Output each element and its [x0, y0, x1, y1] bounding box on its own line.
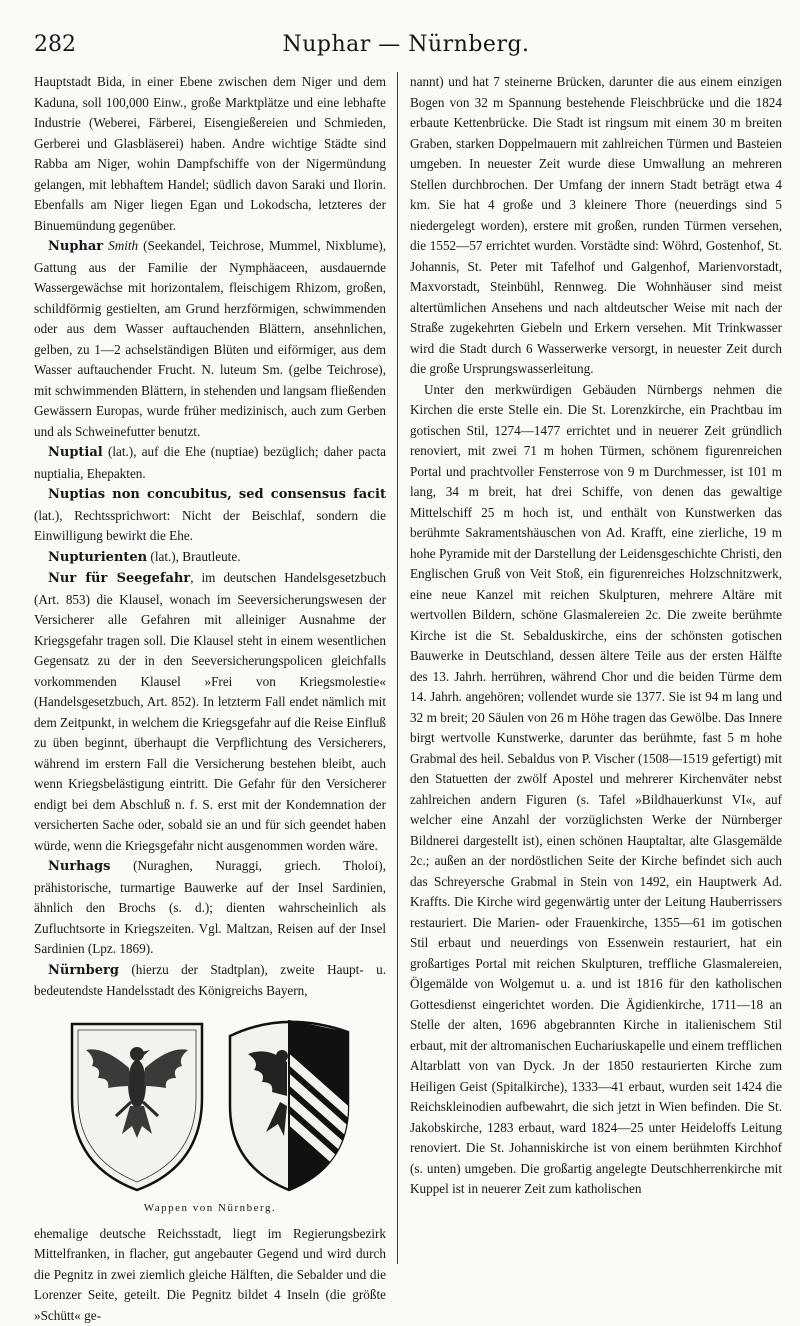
- entry-nuptial: [34, 442, 386, 484]
- paragraph-nuernberg-churches: Unter den merkwürdigen Gebäuden Nürnbergs nehmen die Kirchen die erste Stelle ein. Die St. Lorenzkirche, ein Prachtbau im gotischen Stil, 1274—1477 errichtet und in neuerer Zeit gründlich renoviert, mit zwei 71 m hohen Türmen, schönem figurenreichen Portal und prachtvoller Fensterrose von 9 m Durchmesser, ist 101 m lang, 34 m breit, hat drei Schiffe, von denen das gewaltige Mittelschiff 25 m hoch ist, und enthält von Kunstwerken das berühmte Sakramentshäuschen von Ad. Krafft, eine zierliche, 19 m hohe Pyramide mit der Darstellung der Leidensgeschichte Christi, den Englischen Gruß von Veit Stoß, ein figurenreiches Holzschnitzwerk, eine neue Kanzel mit reichen Skulpturen, mehrere Altäre mit wertvollen Bildern, schöne Glasmalereien 2c. Die zweite berühmte Kirche ist die St. Sebalduskirche, eins der schönsten gotischen Bauwerke in Deutschland, dessen ältere Teile aus der ersten Hälfte des 13. Jahrh. herrühren, während Chor und die beiden Türme dem 14. Jahrh. angehören; vollendet wurde sie 1377. Sie ist 94 m lang und 32 m breit; 20 Säulen von 26 m Höhe tragen das Gewölbe. Das Innere birgt wertvolle Kunstwerke, darunter das berühmte, fast 5 m hohe Grabmal des heil. Sebaldus von P. Vischer (1508—1519 gefertigt) mit den Statuetten der zwölf Apostel und mehrerer Kirchenväter nebst zahlreichen andern Figuren (s. Tafel »Bildhauerkunst VI«, auf welcher eine Anzahl der vorzüglichsten Werke der Nürnberger Bildnerei dargestellt ist), einen schönen Hauptaltar, alte Glasgemälde 2c.; außen an der nordöstlichen Seite der Kirche befindet sich auch das Schreyersche Grabmal in Stein von 1492, ein Hauptwerk Ad. Kraffts. Die Kirche wird gegenwärtig unter der Leitung Hauberrissers restauriert. Die Marien- oder Frauenkirche, 1355—61 im gotischen Stil erbaut und neuerdings von Essenwein restauriert, hat ein großartiges Portal mit reichen Skulpturen, treffliche Glasmalereien, Ölgemälde von Wolgemut u. a. und ist 1816 für den katholischen Gottesdienst eingerichtet worden. Die Ägidienkirche, 1711—18 an Stelle der alten, 1696 abgebrannten Kirche in italienischem Stil erbaut, mit der altromanischen Euchariuskapelle und einem trefflichen Altarblatt von van Dyck. Jn der 1850 restaurierten Kirche zum Heiligen Geist (Spitalkirche), 1333—41 erbaut, wurden seit 1424 die Reichskleinodien aufbewahrt, die sich jetzt in Wien befinden. Die St. Jakobskirche, 1283 erbaut, ward 1824—25 unter Heideloffs Leitung renoviert. Die St. Johanniskirche ist von einem berühmten Kirchhof (s. unten) umgeben. Die großartig angelegte Deutschherrenkirche mit Kuppel ist in neuerer Zeit zum katholischen: [410, 380, 782, 1200]
- running-head: Nuphar — Nürnberg.: [34, 28, 778, 62]
- column-divider: [397, 72, 398, 1264]
- right-column: [410, 72, 782, 1267]
- entry-nuptias-text: (lat.), Rechtssprichwort: Nicht der Beischlaf, sondern die Einwilligung bewirkt die Ehe.: [34, 508, 386, 544]
- headword-nuphar: Nuphar: [48, 239, 103, 254]
- headword-nurhags: Nurhags: [48, 859, 110, 874]
- page-header: [34, 28, 778, 62]
- entry-nupturienten: [34, 547, 386, 569]
- entry-nuptial-text: (lat.), auf die Ehe (nuptiae) bezüglich; daher pacta nuptialia, Ehepakten.: [34, 444, 386, 481]
- left-column: [34, 72, 386, 1267]
- entry-nuptias: [34, 484, 386, 547]
- headword-nuptial: Nuptial: [48, 445, 103, 460]
- coat-of-arms-figure: [34, 1006, 386, 1222]
- headword-nuptias: Nuptias non concubitus, sed consensus facit: [48, 487, 386, 502]
- figure-caption: Wappen von Nürnberg.: [34, 1198, 386, 1219]
- entry-nuernberg: [34, 960, 386, 1002]
- paragraph-nuernberg-continuation: ehemalige deutsche Reichsstadt, liegt im Regierungsbezirk Mittelfranken, in flacher, gut angebauter Gegend und wird durch die Pegnitz in zwei ziemlich gleiche Hälften, die Sebalder und die Lorenzer Seite, geteilt. Die Pegnitz bildet 4 Inseln (die größte »Schütt« ge-: [34, 1224, 386, 1326]
- entry-seegefahr: [34, 568, 386, 856]
- entry-seegefahr-text: , im deutschen Handelsgesetzbuch (Art. 853) die Klausel, wonach im Seeversicherungswesen der Versicherer alle Gefahren mit alleiniger Ausnahme der Kriegsgefahr tragen soll. Die Klausel steht in einem wesentlichen Gegensatz zu der in den Seeversicherungspolicen gleichfalls vorkommenden Klausel »Frei von Kriegsmolestie« (Handelsgesetzbuch, Art. 852). In letzterm Fall endet nämlich mit dem Zeitpunkt, in welchem die Kriegsgefahr auf die Reise Einfluß zu üben beginnt, überhaupt die Verpflichtung des Versicherers, während im erstern Fall die Versicherung bestehen bleibt, auch wenn Kriegsbelästigung eintritt. Die Gefahr für den Versicherer endigt bei dem Abschluß n. f. S. erst mit der Kondemnation der versicherten Sache oder, sobald sie an und für sich geendet haben würde, wenn die Kriegsgefahr nicht ausgenommen worden wäre.: [34, 570, 386, 853]
- headword-seegefahr: Nur für Seegefahr: [48, 571, 190, 586]
- headword-nuernberg: Nürnberg: [48, 963, 119, 978]
- entry-nuphar: [34, 236, 386, 442]
- eagle-shield: [72, 1024, 202, 1190]
- author-smith: Smith: [108, 238, 138, 253]
- entry-nupturienten-text: (lat.), Brautleute.: [147, 549, 240, 564]
- entry-nurhags-text: (Nuraghen, Nuraggi, griech. Tholoi), prähistorische, turmartige Bauwerke auf der Insel Sardinien, ähnlich den Brochs (s. d.); dienten wahrscheinlich als Zufluchtsorte in Kriegszeiten. Vgl. Maltzan, Reisen auf der Insel Sardinien (Lpz. 1869).: [34, 858, 386, 956]
- headword-nupturienten: Nupturienten: [48, 550, 147, 565]
- coat-of-arms-illustration: [34, 1006, 386, 1196]
- paragraph-nuernberg-city: nannt) und hat 7 steinerne Brücken, darunter die aus einem einzigen Bogen von 32 m Spannung bestehende Fleischbrücke und die 1824 erbaute Kettenbrücke. Die Stadt ist ringsum mit einem 30 m breiten Graben, starken Doppelmauern mit zahlreichen Türmen und Basteien umgeben. In neuester Zeit wurde diese Umwallung an mehreren Stellen durchbrochen. Der Umfang der innern Stadt beträgt etwa 4 km. Sie hat 4 große und 3 kleinere Thore (neuerdings sind 5 niedergelegt worden), erstere mit großen, runden Türmen versehen, die 1552—57 errichtet wurden. Vorstädte sind: Wöhrd, Gostenhof, St. Johannis, St. Peter mit Tafelhof und Galgenhof, Marienvorstadt, Maxvorstadt, Steinbühl, Rennweg. Die Wohnhäuser sind meist altertümlichen Ansehens und nach altdeutscher Weise mit nach der Straße zugekehrten Giebeln und Erkern versehen. Mit Trinkwasser wird die Stadt durch 6 Wasserwerke versorgt, in neuester Zeit durch die große Ursprungswasserleitung.: [410, 72, 782, 380]
- page-number: 282: [34, 28, 76, 62]
- entry-nuphar-text: (Seekandel, Teichrose, Mummel, Nixblume), Gattung aus der Familie der Nymphäaceen, ausdauernde Wassergewächse mit horizontalem, fleischigem Rhizom, großen, schildförmig gestielten, am Grund herzförmigen, schwimmenden oder aus dem Wasser auftauchenden Blättern, ansehnlichen, gelben, zu 1—2 achselständigen Blüten und eiförmiger, aus dem Wasser auftauchender Frucht. N. luteum Sm. (gelbe Teichrose), mit schwimmenden Blättern, in stehenden und langsam fließenden Gewässern Europas, wurde früher medizinisch, auch zum Gerben und als Schweinefutter benutzt.: [34, 238, 386, 439]
- entry-nurhags: [34, 856, 386, 960]
- entry-nuernberg-text: (hierzu der Stadtplan), zweite Haupt- u. bedeutendste Handelsstadt des Königreichs Bayern,: [34, 962, 386, 999]
- striped-shield: [230, 1006, 364, 1196]
- paragraph-nupe-continuation: Hauptstadt Bida, in einer Ebene zwischen dem Niger und dem Kaduna, soll 100,000 Einw., große Marktplätze und eine lebhafte Industrie (Weberei, Färberei, Eisengießereien und Schmieden, Gerberei und Glasbläserei) haben. Andre wichtige Städte sind Rabba am Niger, wohin Dampfschiffe von der Nigermündung gelangen, mit lebhaftem Handel; südlich davon Saraki und Ilorin. Ebenfalls am Niger liegen Egan und Lokodscha, letzteres der Binuemündung gegenüber.: [34, 72, 386, 236]
